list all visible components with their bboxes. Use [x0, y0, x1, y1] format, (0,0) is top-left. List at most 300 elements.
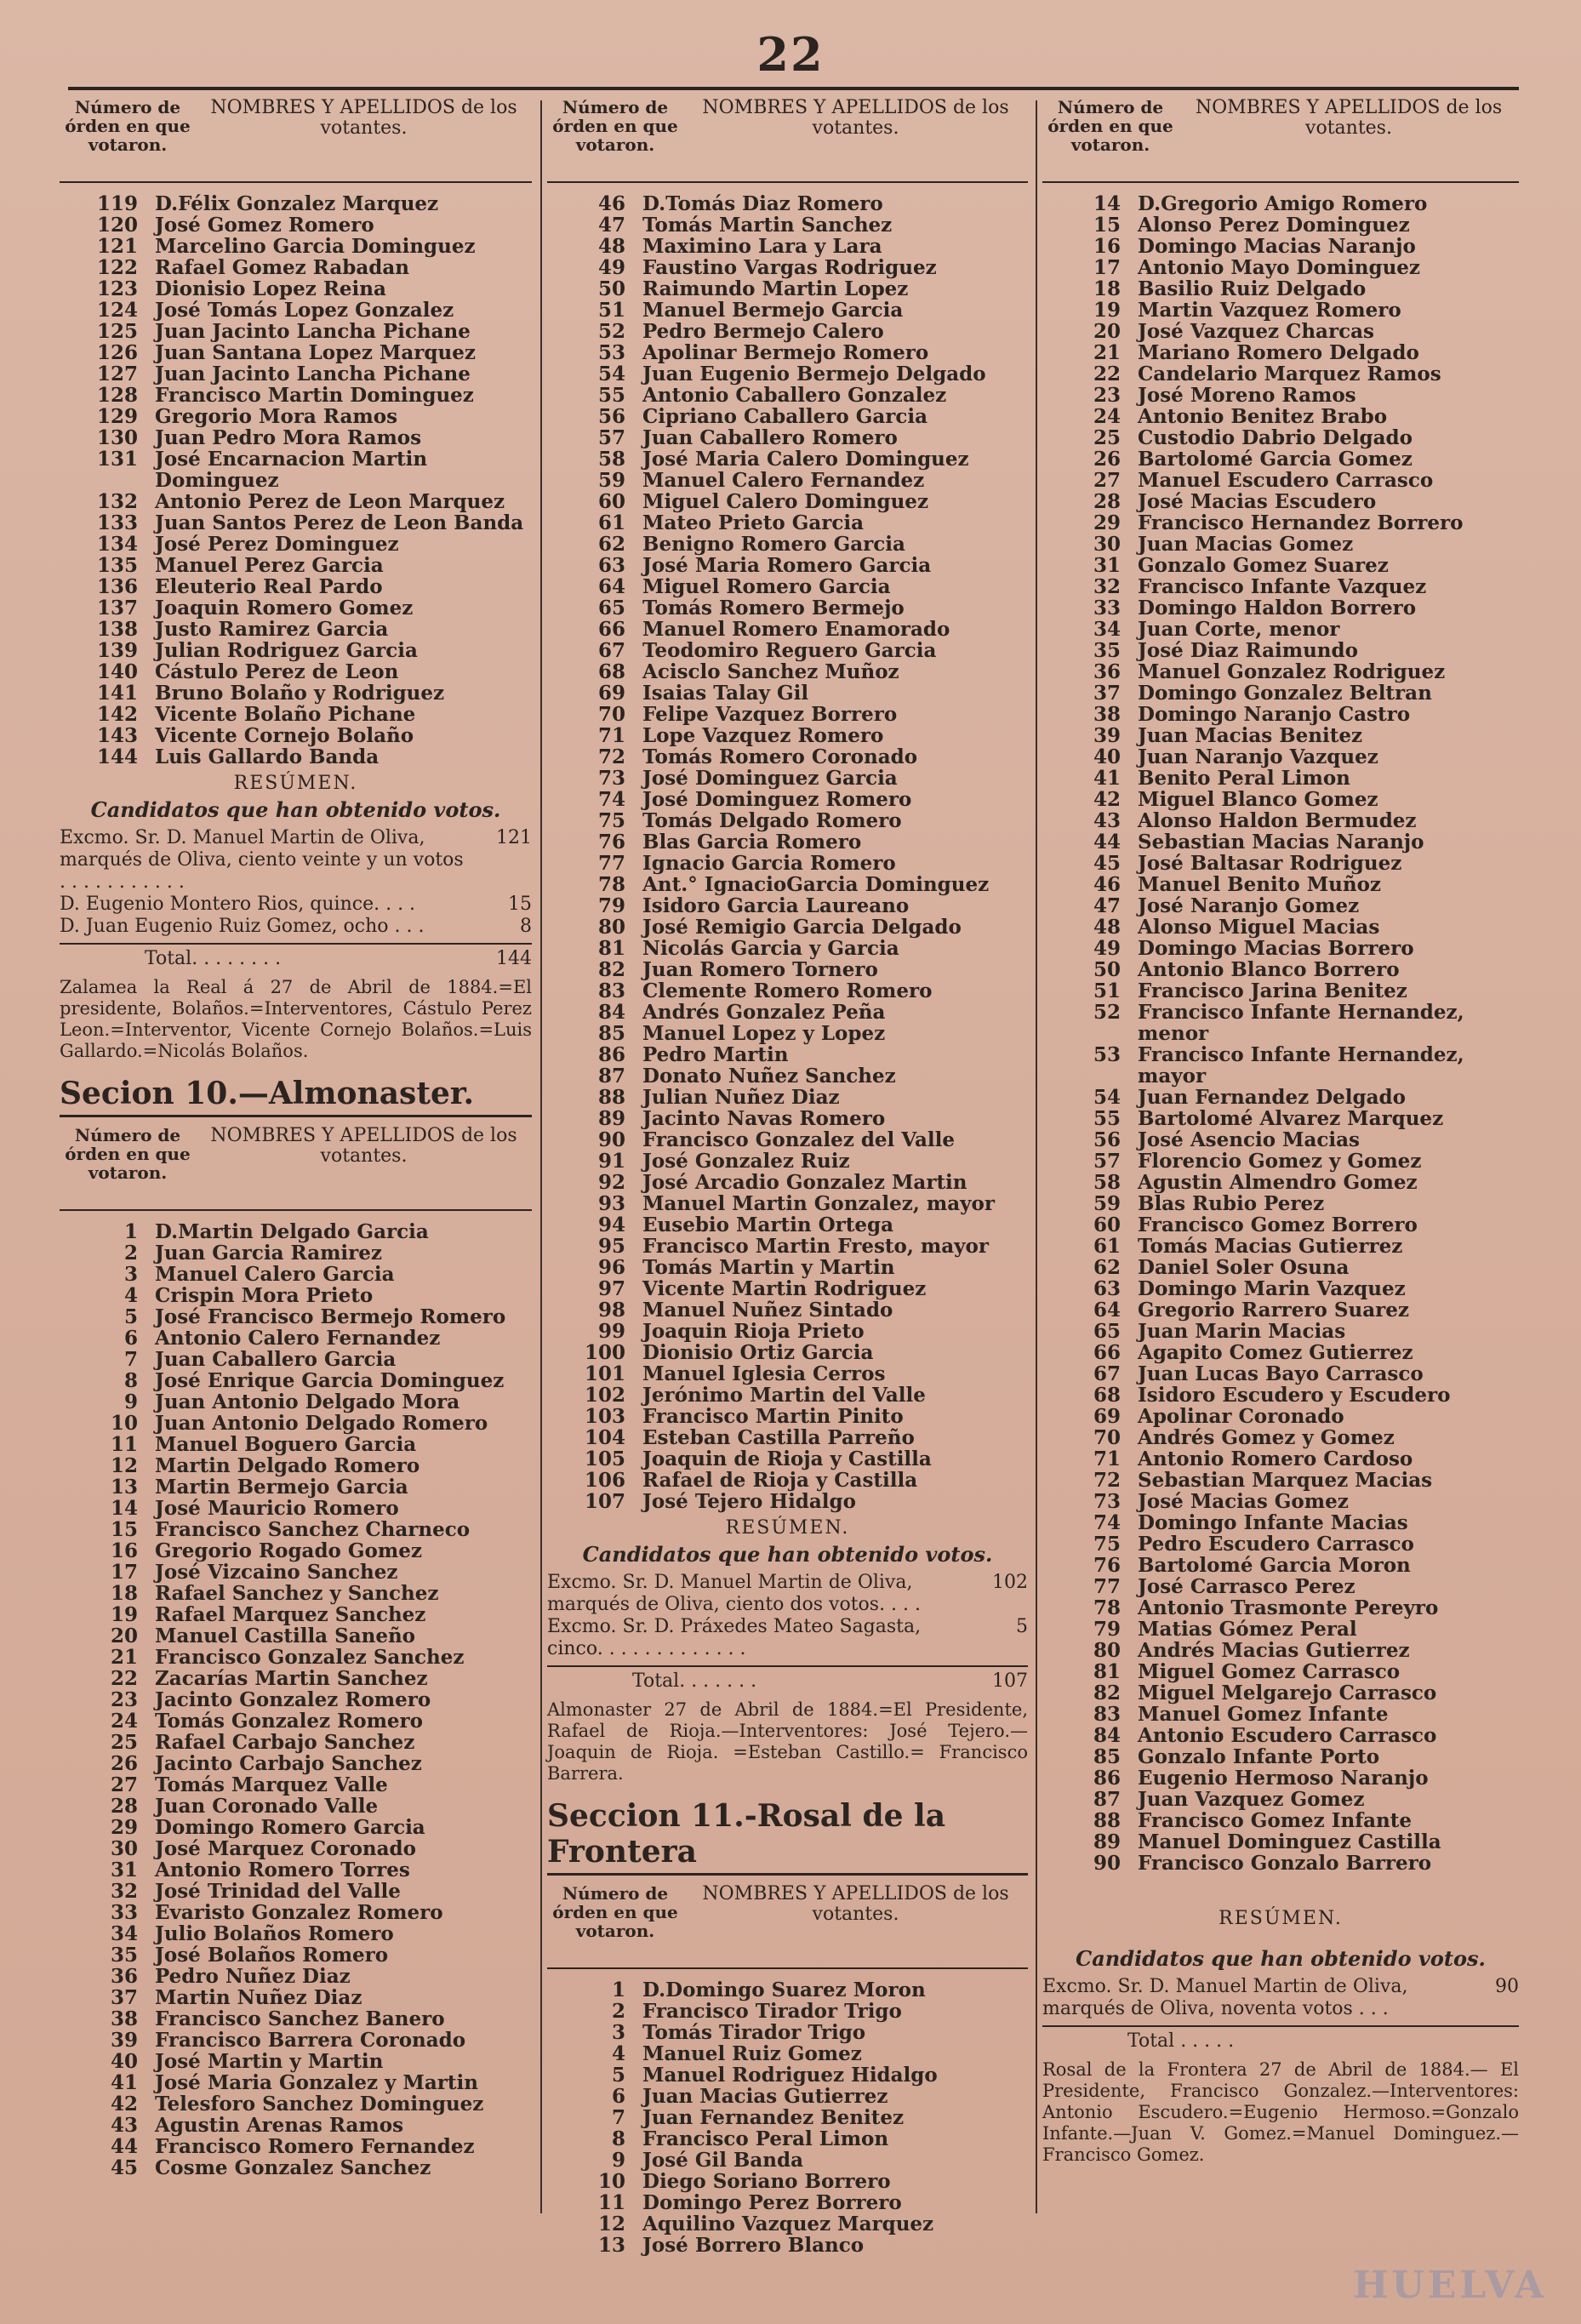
- voter-name: José Bolaños Romero: [155, 1944, 389, 1967]
- voter-number: 54: [597, 363, 625, 385]
- voter-name: Zacarías Martin Sanchez: [155, 1667, 428, 1690]
- voter-number: 74: [1093, 1511, 1121, 1534]
- voter-row: [1042, 959, 1519, 980]
- voter-number: 59: [597, 469, 625, 492]
- voter-row: [60, 1285, 532, 1306]
- voter-number: 47: [1093, 894, 1121, 917]
- voter-number: 88: [597, 1086, 625, 1109]
- voter-number: 79: [597, 894, 625, 917]
- voter-name: Pedro Bermejo Calero: [642, 320, 884, 343]
- voter-number: 69: [1093, 1405, 1121, 1428]
- voter-row: [1042, 385, 1519, 406]
- voter-name: Martin Nuñez Diaz: [155, 1986, 362, 2009]
- voter-row: [60, 1966, 532, 1987]
- header-names: NOMBRES Y APELLIDOS de los votantes.: [702, 1883, 1009, 1925]
- voter-number: 46: [1093, 873, 1121, 896]
- voter-row: [60, 597, 532, 619]
- voter-name: Cosme Gonzalez Sanchez: [155, 2156, 431, 2179]
- voter-row: [1042, 895, 1519, 916]
- voter-name: Juan Jacinto Lancha Pichane: [155, 363, 471, 385]
- header-names: NOMBRES Y APELLIDOS de los votantes.: [702, 97, 1009, 139]
- voter-row: [547, 1044, 1028, 1065]
- voter-row: [547, 768, 1028, 789]
- voter-number: 53: [1093, 1043, 1121, 1066]
- voter-number: 75: [597, 809, 625, 832]
- voter-row: [60, 1902, 532, 1923]
- voter-row: [60, 448, 532, 491]
- voter-list: [60, 193, 532, 768]
- voter-name: Martin Vazquez Romero: [1138, 299, 1401, 322]
- voter-name: Pedro Escudero Carrasco: [1138, 1533, 1414, 1556]
- voter-number: 83: [597, 979, 625, 1002]
- voter-number: 70: [1093, 1426, 1121, 1449]
- voter-row: [1042, 236, 1519, 257]
- voter-name: Justo Ramirez Garcia: [155, 618, 389, 641]
- voter-row: [60, 1242, 532, 1264]
- voter-number: 49: [1093, 937, 1121, 960]
- voter-name: Nicolás Garcia y Garcia: [642, 937, 899, 960]
- voter-number: 20: [110, 1625, 138, 1647]
- voter-number: 67: [1093, 1362, 1121, 1385]
- voter-number: 63: [597, 554, 625, 577]
- voter-row: [60, 1349, 532, 1370]
- voter-number: 29: [110, 1816, 138, 1839]
- voter-name: Ant.° IgnacioGarcia Dominguez: [642, 873, 990, 896]
- voter-row: [547, 214, 1028, 236]
- voter-name: Clemente Romero Romero: [642, 979, 933, 1002]
- voter-name: Raimundo Martin Lopez: [642, 277, 909, 300]
- voter-number: 86: [597, 1043, 625, 1066]
- voter-name: Francisco Gomez Infante: [1138, 1809, 1412, 1832]
- voter-name: Aquilino Vazquez Marquez: [642, 2213, 934, 2235]
- voter-number: 125: [96, 320, 138, 343]
- voter-row: [60, 278, 532, 300]
- result-candidate: Excmo. Sr. D. Manuel Martin de Oliva, marqués de Oliva, ciento veinte y un votos . . . . . . . . . . .: [60, 827, 464, 893]
- voter-number: 77: [1093, 1575, 1121, 1598]
- voter-row: [1042, 1789, 1519, 1810]
- voter-row: [60, 640, 532, 661]
- voter-name: Manuel Benito Muñoz: [1138, 873, 1381, 896]
- voter-row: [60, 1562, 532, 1583]
- voter-row: [60, 236, 532, 257]
- voter-name: Antonio Trasmonte Pereyro: [1138, 1596, 1439, 1619]
- voter-name: Juan Garcia Ramirez: [155, 1242, 382, 1265]
- voter-number: 141: [96, 682, 138, 705]
- header-number: Número de órden en que votaron.: [65, 97, 191, 155]
- voter-number: 69: [597, 682, 625, 705]
- candidates-heading: Candidatos que han obtenido votos.: [1076, 1946, 1486, 1971]
- voter-number: 80: [1093, 1639, 1121, 1662]
- voter-name: Alonso Haldon Bermudez: [1138, 809, 1417, 832]
- voter-name: Manuel Rodriguez Hidalgo: [642, 2064, 938, 2087]
- voter-number: 47: [597, 214, 625, 237]
- voter-row: [1042, 1619, 1519, 1640]
- voter-row: [60, 1413, 532, 1434]
- voter-name: Agustin Arenas Ramos: [155, 2114, 404, 2137]
- voter-list: [547, 193, 1028, 1512]
- voter-row: [547, 257, 1028, 278]
- voter-number: 121: [96, 235, 138, 258]
- voter-name: Julio Bolaños Romero: [155, 1922, 394, 1945]
- voter-number: 86: [1093, 1767, 1121, 1790]
- voter-row: [1042, 1044, 1519, 1087]
- voter-row: [547, 874, 1028, 895]
- voter-number: 82: [1093, 1682, 1121, 1704]
- voter-name: Juan Jacinto Lancha Pichane: [155, 320, 471, 343]
- voter-row: [1042, 534, 1519, 555]
- voter-row: [1042, 363, 1519, 385]
- voter-name: Gregorio Mora Ramos: [155, 405, 398, 428]
- voter-name: José Tomás Lopez Gonzalez: [155, 299, 454, 322]
- voter-name: Juan Macias Gutierrez: [642, 2085, 888, 2108]
- voter-row: [547, 2150, 1028, 2171]
- page-number: 22: [756, 27, 825, 82]
- voter-name: Eusebio Martin Ortega: [642, 1213, 893, 1236]
- voter-name: Mateo Prieto Garcia: [642, 511, 865, 534]
- voter-number: 93: [597, 1192, 625, 1215]
- voter-number: 87: [1093, 1788, 1121, 1811]
- voter-row: [547, 704, 1028, 725]
- voter-number: 140: [96, 660, 138, 683]
- voter-number: 16: [110, 1539, 138, 1562]
- voter-row: [60, 1732, 532, 1753]
- voter-name: Francisco Martin Dominguez: [155, 384, 474, 407]
- voter-row: [1042, 1746, 1519, 1767]
- voter-name: Benigno Romero Garcia: [642, 533, 905, 556]
- voter-row: [547, 1193, 1028, 1214]
- voter-number: 25: [110, 1731, 138, 1754]
- voter-row: [1042, 1278, 1519, 1299]
- voter-number: 33: [1093, 597, 1121, 620]
- voter-number: 44: [1093, 831, 1121, 854]
- voter-number: 144: [96, 745, 138, 768]
- voter-number: 73: [1093, 1490, 1121, 1513]
- voter-name: D.Tomás Diaz Romero: [642, 192, 883, 215]
- voter-name: Apolinar Bermejo Romero: [642, 341, 929, 364]
- voter-number: 53: [597, 341, 625, 364]
- voter-row: [1042, 1363, 1519, 1385]
- voter-name: Tomás Martin y Martin: [642, 1256, 895, 1279]
- voter-number: 17: [1093, 256, 1121, 279]
- voter-number: 38: [110, 2007, 138, 2030]
- voter-name: Juan Eugenio Bermejo Delgado: [642, 363, 986, 385]
- voter-number: 36: [110, 1965, 138, 1988]
- column-separator: [1036, 100, 1037, 2213]
- voter-name: José Borrero Blanco: [642, 2234, 865, 2257]
- result-line: [60, 916, 532, 938]
- top-rule: [68, 87, 1519, 90]
- voter-name: Martin Delgado Romero: [155, 1454, 420, 1477]
- voter-row: [1042, 1597, 1519, 1619]
- total-line: [1042, 2025, 1519, 2053]
- voter-row: [547, 916, 1028, 938]
- voter-number: 78: [597, 873, 625, 896]
- voter-number: 61: [1093, 1235, 1121, 1258]
- voter-number: 73: [597, 767, 625, 790]
- voter-number: 58: [597, 448, 625, 471]
- voter-row: [60, 406, 532, 427]
- voter-name: Gregorio Rogado Gomez: [155, 1539, 422, 1562]
- voter-number: 11: [110, 1433, 138, 1456]
- voter-row: [1042, 1470, 1519, 1491]
- voter-row: [60, 1221, 532, 1242]
- results-list: [1042, 1976, 1519, 2020]
- voter-number: 56: [597, 405, 625, 428]
- voter-number: 52: [597, 320, 625, 343]
- voter-row: [547, 938, 1028, 959]
- voter-number: 126: [96, 341, 138, 364]
- voter-name: Manuel Martin Gonzalez, mayor: [642, 1192, 995, 1215]
- voter-row: [1042, 1853, 1519, 1874]
- voter-name: Bruno Bolaño y Rodriguez: [155, 682, 445, 705]
- voter-row: [547, 363, 1028, 385]
- voter-name: José Mauricio Romero: [155, 1497, 399, 1520]
- voter-row: [1042, 512, 1519, 534]
- voter-name: Juan Caballero Romero: [642, 426, 898, 449]
- voter-number: 52: [1093, 1001, 1121, 1024]
- voter-number: 68: [1093, 1384, 1121, 1407]
- voter-name: Andrés Gonzalez Peña: [642, 1001, 886, 1024]
- voter-row: [60, 363, 532, 385]
- voter-row: [547, 2107, 1028, 2128]
- voter-row: [547, 1065, 1028, 1087]
- voter-row: [1042, 214, 1519, 236]
- voter-row: [1042, 300, 1519, 321]
- column-separator: [540, 100, 542, 2213]
- voter-name: Francisco Hernandez Borrero: [1138, 511, 1464, 534]
- voter-row: [547, 980, 1028, 1002]
- voter-row: [1042, 448, 1519, 470]
- voter-number: 26: [110, 1752, 138, 1775]
- voter-name: Juan Vazquez Gomez: [1138, 1788, 1365, 1811]
- voter-name: Domingo Haldon Borrero: [1138, 597, 1417, 620]
- voter-row: [1042, 853, 1519, 874]
- voter-name: Manuel Iglesia Cerros: [642, 1362, 886, 1385]
- voter-name: Isidoro Escudero y Escudero: [1138, 1384, 1451, 1407]
- voter-row: [1042, 1427, 1519, 1448]
- voter-name: José Remigio Garcia Delgado: [642, 916, 962, 939]
- total-line: [60, 943, 532, 970]
- result-line: [60, 894, 532, 916]
- voter-row: [1042, 1193, 1519, 1214]
- voter-row: [60, 427, 532, 448]
- voter-number: 51: [1093, 979, 1121, 1002]
- result-candidate: Excmo. Sr. D. Práxedes Mateo Sagasta, cinco. . . . . . . . . . . . .: [547, 1616, 922, 1659]
- voter-name: Bartolomé Garcia Gomez: [1138, 448, 1413, 471]
- voter-number: 62: [1093, 1256, 1121, 1279]
- voter-row: [547, 1385, 1028, 1406]
- voter-number: 90: [1093, 1852, 1121, 1875]
- voter-number: 130: [96, 426, 138, 449]
- voter-row: [1042, 406, 1519, 427]
- voter-number: 100: [584, 1341, 625, 1364]
- voter-name: Francisco Gonzalez del Valle: [642, 1128, 956, 1151]
- voter-number: 8: [611, 2127, 625, 2150]
- voter-name: Gregorio Rarrero Suarez: [1138, 1299, 1409, 1322]
- voter-number: 1: [123, 1220, 138, 1243]
- voter-number: 72: [1093, 1469, 1121, 1492]
- voter-name: Rafael Sanchez y Sanchez: [155, 1582, 439, 1605]
- voter-row: [60, 300, 532, 321]
- voter-row: [547, 640, 1028, 661]
- voter-number: 37: [110, 1986, 138, 2009]
- voter-number: 66: [597, 618, 625, 641]
- voter-number: 50: [597, 277, 625, 300]
- voter-number: 4: [611, 2042, 625, 2065]
- voter-row: [1042, 1491, 1519, 1512]
- result-votes: 121: [496, 827, 532, 848]
- voter-name: Manuel Boguero Garcia: [155, 1433, 417, 1456]
- voter-number: 72: [597, 745, 625, 768]
- voter-name: Teodomiro Reguero Garcia: [642, 639, 937, 662]
- voter-list: [1042, 193, 1519, 1874]
- voter-name: Juan Santana Lopez Marquez: [155, 341, 476, 364]
- voter-number: 119: [96, 192, 138, 215]
- voter-name: Jerónimo Martin del Valle: [642, 1384, 926, 1407]
- voter-number: 71: [1093, 1448, 1121, 1470]
- voter-number: 67: [597, 639, 625, 662]
- voter-row: [1042, 1129, 1519, 1151]
- voter-name: José Baltasar Rodriguez: [1138, 852, 1402, 875]
- column-header: [547, 98, 1028, 183]
- voter-name: Blas Rubio Perez: [1138, 1192, 1325, 1215]
- voter-row: [1042, 831, 1519, 853]
- voter-row: [1042, 1767, 1519, 1789]
- voter-number: 102: [584, 1384, 625, 1407]
- voter-name: D.Félix Gonzalez Marquez: [155, 192, 439, 215]
- voter-number: 59: [1093, 1192, 1121, 1215]
- voter-name: D.Domingo Suarez Moron: [642, 1979, 926, 2001]
- voter-row: [547, 959, 1028, 980]
- column-header: [60, 1126, 532, 1211]
- result-votes: 102: [992, 1572, 1028, 1593]
- voter-name: Antonio Caballero Gonzalez: [642, 384, 947, 407]
- voter-name: Tomás Romero Coronado: [642, 745, 918, 768]
- voter-list: [60, 1221, 532, 2178]
- voter-number: 97: [597, 1277, 625, 1300]
- voter-name: Manuel Castilla Saneño: [155, 1625, 416, 1647]
- voter-number: 81: [597, 937, 625, 960]
- closing-text: Rosal de la Frontera 27 de Abril de 1884.— El Presidente, Francisco Gonzalez.—Interventores: Antonio Escudero.=Eugenio Hermoso.=Gonzalo Infante.—Juan V. Gomez.=Manuel Dominguez.—Francisco Gomez.: [1042, 2059, 1519, 2165]
- voter-row: [547, 555, 1028, 576]
- voter-number: 71: [597, 724, 625, 747]
- voter-row: [547, 789, 1028, 810]
- voter-row: [547, 1236, 1028, 1257]
- voter-row: [547, 810, 1028, 831]
- voter-row: [60, 555, 532, 576]
- voter-row: [547, 2213, 1028, 2235]
- voter-row: [1042, 1810, 1519, 1831]
- voter-number: 5: [123, 1305, 138, 1328]
- voter-name: José Tejero Hidalgo: [642, 1490, 856, 1513]
- total-value: 144: [496, 948, 532, 969]
- voter-number: 98: [597, 1299, 625, 1322]
- voter-number: 9: [123, 1390, 138, 1413]
- voter-name: Agustin Almendro Gomez: [1138, 1171, 1418, 1194]
- voter-number: 85: [597, 1022, 625, 1045]
- voter-name: Domingo Marin Vazquez: [1138, 1277, 1406, 1300]
- voter-row: [547, 619, 1028, 640]
- voter-name: Lope Vazquez Romero: [642, 724, 884, 747]
- voter-number: 10: [597, 2170, 625, 2193]
- voter-row: [1042, 576, 1519, 597]
- voter-row: [60, 1625, 532, 1647]
- voter-number: 92: [597, 1171, 625, 1194]
- voter-name: Cástulo Perez de Leon: [155, 660, 399, 683]
- voter-row: [60, 1859, 532, 1881]
- voter-number: 142: [96, 703, 138, 726]
- voter-number: 30: [1093, 533, 1121, 556]
- voter-name: Cipriano Caballero Garcia: [642, 405, 928, 428]
- voter-name: Domingo Macias Naranjo: [1138, 235, 1416, 258]
- voter-row: [60, 1689, 532, 1710]
- voter-number: 90: [597, 1128, 625, 1151]
- voter-name: José Perez Dominguez: [155, 533, 399, 556]
- voter-row: [1042, 874, 1519, 895]
- voter-number: 11: [597, 2191, 625, 2214]
- voter-number: 6: [123, 1327, 138, 1350]
- voter-row: [547, 1002, 1028, 1023]
- voter-number: 25: [1093, 426, 1121, 449]
- voter-name: Joaquin de Rioja y Castilla: [642, 1448, 932, 1470]
- voter-name: Martin Bermejo Garcia: [155, 1476, 408, 1499]
- voter-name: Antonio Escudero Carrasco: [1138, 1724, 1437, 1747]
- voter-name: José Encarnacion Martin Dominguez: [155, 448, 428, 492]
- voter-row: [1042, 768, 1519, 789]
- voter-name: Tomás Tirador Trigo: [642, 2021, 866, 2044]
- voter-name: Juan Pedro Mora Ramos: [155, 426, 422, 449]
- voter-name: Joaquin Rioja Prieto: [642, 1320, 865, 1343]
- voter-number: 76: [597, 831, 625, 854]
- voter-name: José Moreno Ramos: [1138, 384, 1356, 407]
- voter-number: 83: [1093, 1703, 1121, 1726]
- voter-number: 35: [1093, 639, 1121, 662]
- voter-row: [547, 576, 1028, 597]
- voter-name: Florencio Gomez y Gomez: [1138, 1150, 1422, 1173]
- voter-name: Domingo Gonzalez Beltran: [1138, 682, 1432, 705]
- voter-name: Alonso Perez Dominguez: [1138, 214, 1410, 237]
- voter-number: 79: [1093, 1618, 1121, 1641]
- voter-name: José Carrasco Perez: [1138, 1575, 1356, 1598]
- voter-number: 42: [1093, 788, 1121, 811]
- result-votes: 8: [520, 916, 532, 937]
- voter-row: [547, 193, 1028, 214]
- header-number: Número de órden en que votaron.: [552, 1883, 678, 1941]
- voter-name: Vicente Martin Rodriguez: [642, 1277, 927, 1300]
- voter-row: [547, 1470, 1028, 1491]
- voter-number: 50: [1093, 958, 1121, 981]
- voter-name: Miguel Romero Garcia: [642, 575, 891, 598]
- header-names: NOMBRES Y APELLIDOS de los votantes.: [1195, 97, 1503, 139]
- column-header: [1042, 98, 1519, 183]
- voter-row: [1042, 725, 1519, 746]
- voter-number: 56: [1093, 1128, 1121, 1151]
- total-label: Total. . . . . . . .: [145, 948, 282, 969]
- voter-row: [547, 746, 1028, 768]
- voter-number: 81: [1093, 1660, 1121, 1683]
- voter-number: 70: [597, 703, 625, 726]
- voter-row: [60, 682, 532, 704]
- voter-row: [547, 831, 1028, 853]
- voter-row: [60, 1668, 532, 1689]
- voter-number: 35: [110, 1944, 138, 1967]
- voter-number: 124: [96, 299, 138, 322]
- voter-name: Miguel Gomez Carrasco: [1138, 1660, 1401, 1683]
- voter-name: Manuel Calero Fernandez: [642, 469, 925, 492]
- voter-name: Antonio Benitez Brabo: [1138, 405, 1388, 428]
- voter-name: Francisco Jarina Benitez: [1138, 979, 1407, 1002]
- voter-name: Evaristo Gonzalez Romero: [155, 1901, 443, 1924]
